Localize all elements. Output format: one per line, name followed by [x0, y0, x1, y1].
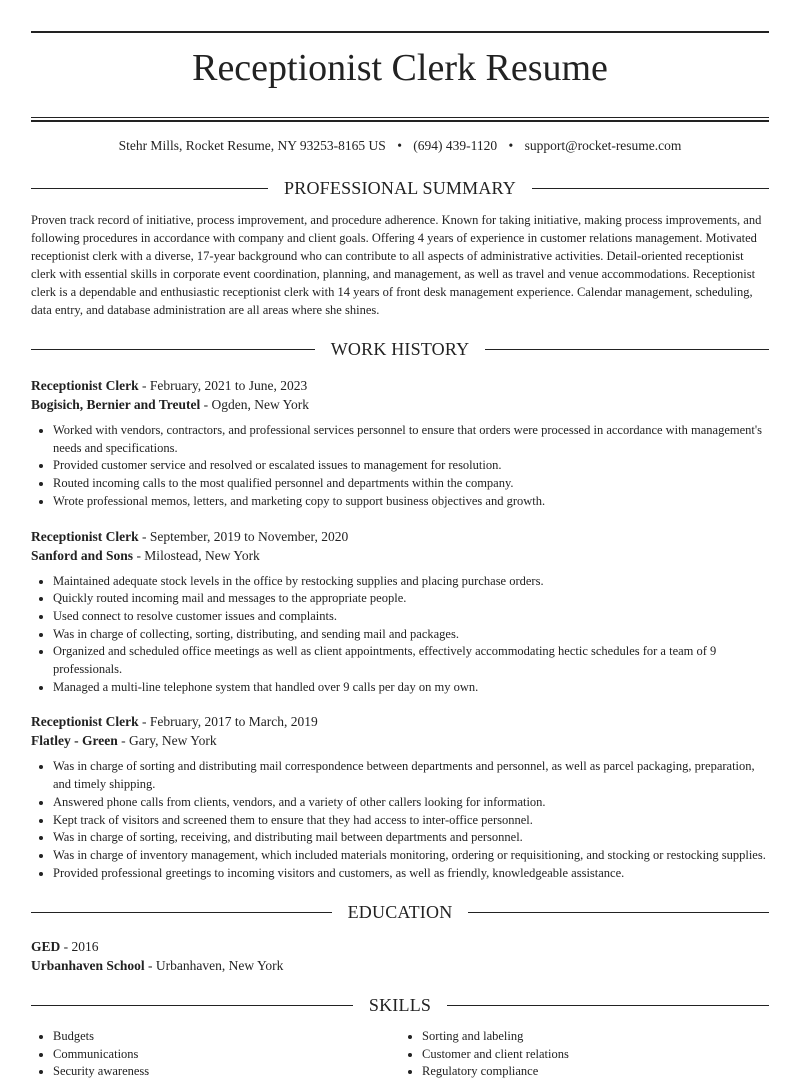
- education-location: - Urbanhaven, New York: [144, 958, 284, 974]
- job-bullet: • Managed a multi-line telephone system that handled over 9 calls per day on my own.: [53, 679, 769, 697]
- skill-item: • Communications: [53, 1046, 400, 1064]
- skill-item: • Security awareness: [53, 1063, 400, 1081]
- contact-address: Stehr Mills, Rocket Resume, NY 93253-8165 US: [118, 138, 386, 153]
- section-heading-education: [31, 902, 769, 923]
- heading-rule: [468, 912, 769, 913]
- section-heading-work: [31, 339, 769, 360]
- job-location: - Gary, New York: [117, 733, 217, 749]
- section-heading-summary: [31, 178, 769, 199]
- job-bullet: • Was in charge of collecting, sorting, distributing, and sending mail and packages.: [53, 626, 769, 644]
- job-location: - Ogden, New York: [200, 397, 310, 412]
- job-bullet: • Was in charge of inventory management, which included materials monitoring, ordering or requisitioning, and stocking or restocking supplies.: [53, 847, 769, 865]
- section-heading-skills: [31, 995, 769, 1016]
- heading-rule: [485, 349, 769, 350]
- section-title: PROFESSIONAL SUMMARY: [284, 178, 516, 198]
- contact-line: [31, 138, 769, 158]
- skills-columns: [31, 1028, 769, 1081]
- job-bullet: • Maintained adequate stock levels in the office by restocking supplies and placing purchase orders.: [53, 573, 769, 591]
- job-title: Receptionist Clerk: [31, 378, 139, 393]
- job-bullet: • Answered phone calls from clients, vendors, and a variety of other callers looking for information.: [53, 794, 769, 812]
- work-history-list: [31, 376, 769, 882]
- contact-separator: •: [397, 138, 402, 153]
- title-double-rule: [31, 117, 769, 122]
- skill-item: • Regulatory compliance: [422, 1063, 769, 1081]
- resume-page: [31, 0, 769, 1081]
- heading-rule: [31, 1005, 353, 1006]
- job-bullet: • Was in charge of sorting, receiving, and distributing mail between departments and personnel.: [53, 829, 769, 847]
- heading-rule: [31, 349, 315, 350]
- education-school: Urbanhaven School: [31, 958, 145, 974]
- job-company: Bogisich, Bernier and Treutel: [31, 397, 201, 412]
- job-company: Sanford and Sons: [31, 547, 134, 563]
- job-company: Flatley - Green: [31, 733, 118, 749]
- job-dates: - September, 2019 to November, 2020: [138, 528, 349, 544]
- skill-item: • Budgets: [53, 1028, 400, 1046]
- contact-email: support@rocket-resume.com: [524, 138, 682, 153]
- job-title: Receptionist Clerk: [31, 714, 139, 730]
- skills-list-right: [400, 1028, 769, 1081]
- job-bullets: [31, 573, 769, 697]
- heading-rule: [532, 188, 769, 189]
- job-bullet: • Wrote professional memos, letters, and marketing copy to support business objectives and growth.: [53, 493, 769, 511]
- job-entry: [31, 712, 769, 882]
- job-bullet: • Provided customer service and resolved or escalated issues to management for resolution.: [53, 457, 769, 475]
- skill-item: • Sorting and labeling: [422, 1028, 769, 1046]
- top-rule: [31, 31, 769, 33]
- job-entry: [31, 527, 769, 697]
- job-bullet: • Was in charge of sorting and distributing mail correspondence between departments and personnel, as well as parcel packaging, preparation, and timely shipping.: [53, 758, 769, 793]
- section-title: WORK HISTORY: [330, 339, 470, 359]
- contact-phone: (694) 439-1120: [413, 138, 498, 153]
- summary-text: Proven track record of initiative, process improvement, and procedure adherence. Known for taking initiative, making process improvements, and following procedures in accordance with company and client goals. Offering 4 years of experience in customer relations management. Motivated receptionist clerk with a diverse, 17-year background who can contribute to all aspects of administrative activities. Detail-oriented receptionist clerk with essential skills in corporate event coordination, planning, and management, as well as travel and venue accommodations. Receptionist clerk is a dependable and enthusiastic receptionist clerk with 14 years of front desk management experience. Calendar management, scheduling, data entry, and database administration are all areas where she shines.: [31, 213, 762, 317]
- job-bullet: • Used connect to resolve customer issues and complaints.: [53, 608, 769, 626]
- education-degree: GED: [31, 939, 61, 955]
- contact-separator: •: [508, 138, 514, 153]
- section-title: EDUCATION: [347, 902, 453, 923]
- resume-title: Receptionist Clerk Resume: [192, 47, 608, 89]
- heading-rule: [31, 912, 332, 913]
- job-bullets: [31, 422, 769, 511]
- skill-item: • Customer and client relations: [422, 1046, 769, 1064]
- job-location: - Milostead, New York: [133, 547, 260, 563]
- job-bullet: • Worked with vendors, contractors, and professional services personnel to ensure that orders were processed in accordance with management's needs and specifications.: [53, 422, 769, 457]
- job-dates: - February, 2021 to June, 2023: [138, 378, 308, 393]
- education-year: - 2016: [60, 939, 99, 955]
- job-bullet: • Routed incoming calls to the most qualified personnel and departments within the company.: [53, 475, 769, 493]
- job-dates: - February, 2017 to March, 2019: [138, 714, 318, 730]
- heading-rule: [447, 1005, 769, 1006]
- section-title: SKILLS: [368, 995, 432, 1016]
- skills-list-left: [31, 1028, 400, 1081]
- job-bullets: [31, 758, 769, 882]
- job-entry: [31, 376, 769, 511]
- job-bullet: • Organized and scheduled office meetings as well as client appointments, effectively accommodating hectic schedules for a team of 9 professionals.: [53, 643, 769, 678]
- job-bullet: • Quickly routed incoming mail and messages to the appropriate people.: [53, 590, 769, 608]
- job-bullet: • Kept track of visitors and screened them to ensure that they had access to inter-office personnel.: [53, 812, 769, 830]
- job-bullet: • Provided professional greetings to incoming visitors and customers, as well as friendly, knowledgeable assistance.: [53, 865, 769, 883]
- job-title: Receptionist Clerk: [31, 528, 139, 544]
- heading-rule: [31, 188, 268, 189]
- education-entry: [31, 937, 769, 975]
